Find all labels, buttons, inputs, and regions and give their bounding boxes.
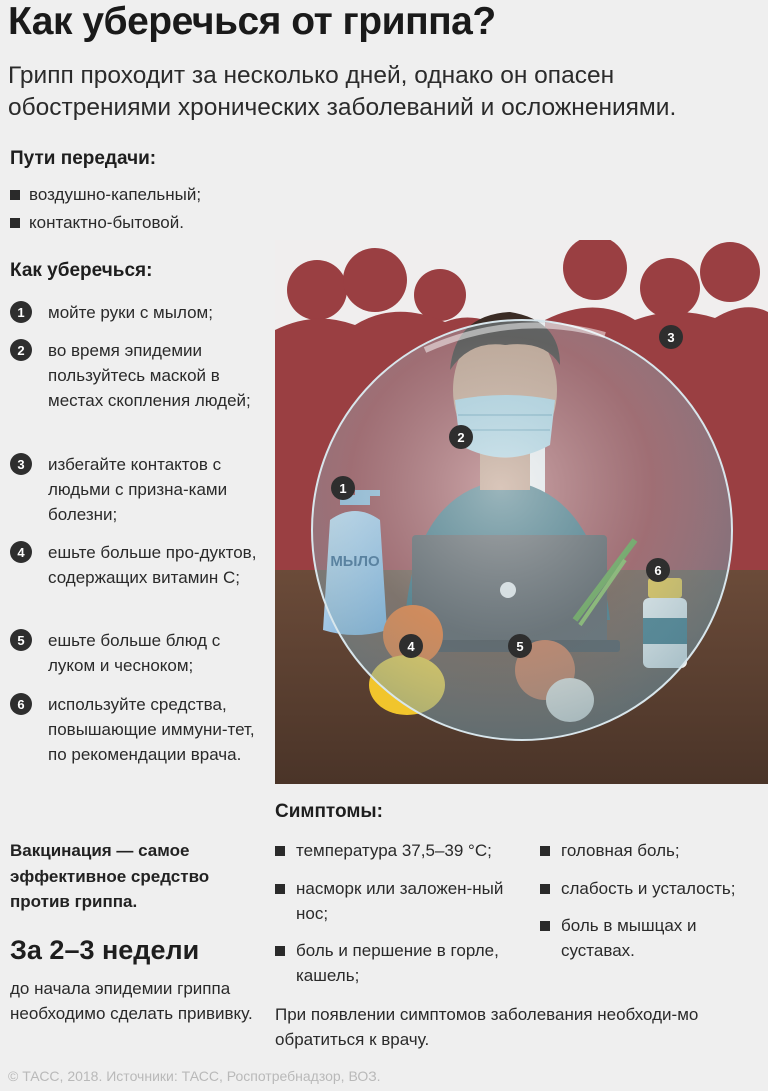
protective-bubble	[312, 320, 732, 740]
prevention-item-2: 2 во время эпидемии пользуйтесь маской в местах скопления людей;	[10, 338, 270, 413]
prevention-item-4: 4 ешьте больше про-дуктов, содержащих витамин С;	[10, 540, 270, 590]
transmission-list	[10, 181, 270, 237]
number-badge: 1	[10, 301, 32, 323]
marker-5	[508, 634, 532, 658]
prevention-item-5: 5 ешьте больше блюд с луком и чесноком;	[10, 628, 270, 678]
bullet-square-icon	[10, 190, 20, 200]
marker-4	[399, 634, 423, 658]
number-badge: 3	[10, 453, 32, 475]
symptom-item: боль и першение в горле, кашель;	[275, 938, 505, 988]
bullet-square-icon	[540, 884, 550, 894]
symptom-item: головная боль;	[540, 838, 765, 863]
number-badge: 5	[10, 629, 32, 651]
bullet-square-icon	[540, 846, 550, 856]
doctor-note: При появлении симптомов заболевания необходи-мо обратиться к врачу.	[275, 1005, 699, 1049]
marker-6	[646, 558, 670, 582]
bubble-scene-image	[275, 240, 768, 784]
marker-3	[659, 325, 683, 349]
svg-text:6: 6	[654, 563, 662, 578]
svg-text:5: 5	[516, 639, 524, 654]
prevention-item-3: 3 избегайте контактов с людьми с призна-ками болезни;	[10, 452, 270, 527]
bullet-square-icon	[10, 218, 20, 228]
number-badge: 6	[10, 693, 32, 715]
svg-text:3: 3	[667, 330, 675, 345]
symptom-item: слабость и усталость;	[540, 876, 765, 901]
weeks-heading: За 2–3 недели	[10, 935, 200, 965]
bullet-square-icon	[275, 884, 285, 894]
symptoms-heading: Симптомы:	[275, 801, 383, 822]
page-subtitle: Грипп проходит за несколько дней, однако он опасен обострениями хронических заболеваний и осложнениями.	[8, 62, 677, 121]
vaccination-callout: Вакцинация — самое эффективное средство против гриппа.	[10, 841, 210, 911]
weeks-text: до начала эпидемии гриппа необходимо сделать прививку.	[10, 979, 253, 1023]
marker-2	[449, 425, 473, 449]
symptom-item: насморк или заложен-ный нос;	[275, 876, 505, 926]
prevention-heading: Как уберечься:	[10, 260, 153, 281]
number-badge: 2	[10, 339, 32, 361]
bullet-square-icon	[540, 921, 550, 931]
number-badge: 4	[10, 541, 32, 563]
prevention-item-6: 6 используйте средства, повышающие иммуни-тет, по рекомендации врача.	[10, 692, 270, 767]
transmission-heading: Пути передачи:	[10, 148, 157, 169]
marker-1	[331, 476, 355, 500]
bullet-square-icon	[275, 846, 285, 856]
svg-text:1: 1	[339, 481, 347, 496]
prevention-item-1: 1 мойте руки с мылом;	[10, 300, 270, 325]
list-item: контактно-бытовой.	[10, 209, 270, 237]
source-footer: © ТАСС, 2018. Источники: ТАСС, Роспотребнадзор, ВОЗ.	[8, 1068, 381, 1084]
list-item: воздушно-капельный;	[10, 181, 270, 209]
symptom-item: температура 37,5–39 °С;	[275, 838, 530, 863]
page-title: Как уберечься от гриппа?	[8, 0, 496, 43]
bullet-square-icon	[275, 946, 285, 956]
symptom-item: боль в мышцах и суставах.	[540, 913, 740, 963]
flu-protection-illustration	[275, 240, 768, 784]
svg-text:2: 2	[457, 430, 465, 445]
svg-text:4: 4	[407, 639, 415, 654]
